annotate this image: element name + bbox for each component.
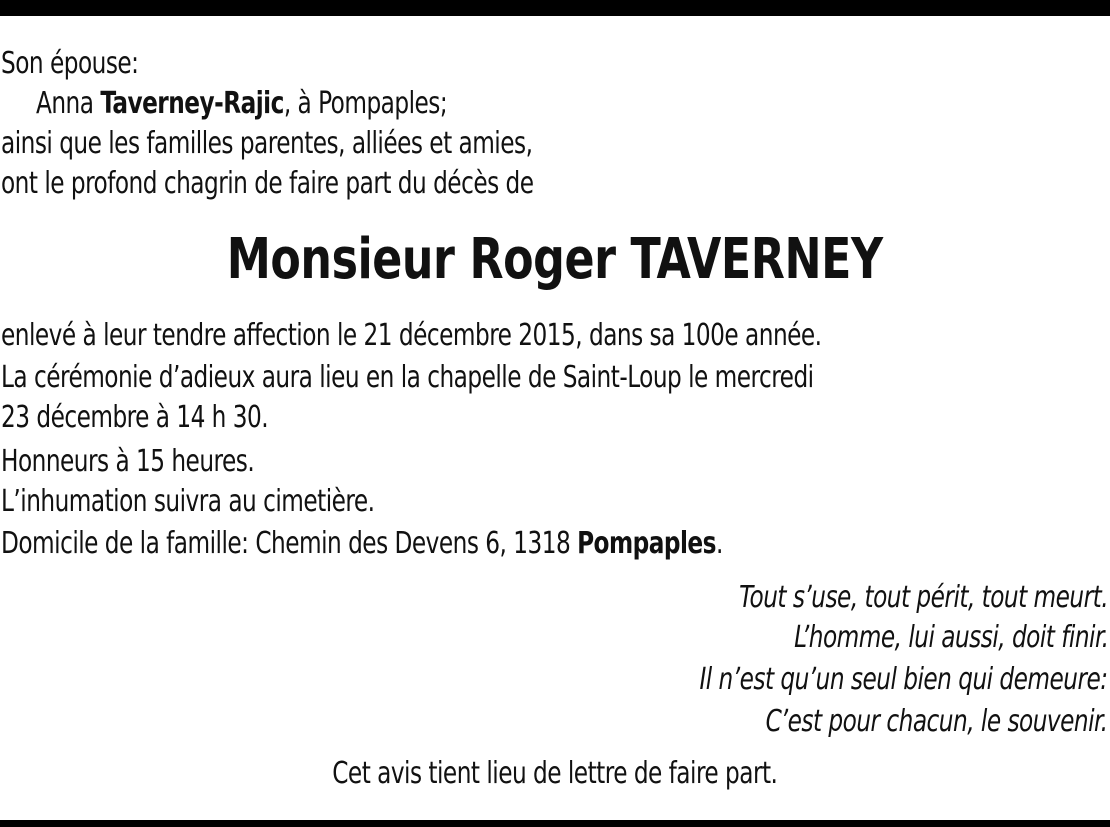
poem-line-1: Tout s’use, tout périt, tout meurt. xyxy=(738,580,1108,615)
address-text: Domicile de la famille: Chemin des Devens 6, 1318 xyxy=(1,526,578,561)
honours-line: Honneurs à 15 heures. xyxy=(1,444,255,479)
death-date-line: enlevé à leur tendre affection le 21 décembre 2015, dans sa 100e année. xyxy=(1,318,822,353)
poem-line-2: L’homme, lui aussi, doit finir. xyxy=(793,620,1108,655)
ceremony-time-line: 23 décembre à 14 h 30. xyxy=(1,400,269,435)
footer-note-text: Cet avis tient lieu de lettre de faire part. xyxy=(332,756,778,791)
deceased-name xyxy=(0,225,1110,295)
announcement-line: ont le profond chagrin de faire part du décès de xyxy=(1,166,534,201)
address-end: . xyxy=(715,526,723,561)
families-line: ainsi que les familles parentes, alliées et amies, xyxy=(1,126,533,161)
address-town: Pompaples xyxy=(577,526,716,561)
spouse-first-name: Anna xyxy=(36,86,101,121)
spouse-surname: Taverney-Rajic xyxy=(100,86,284,121)
spouse-location: , à Pompaples; xyxy=(283,86,448,121)
poem-line-3: Il n’est qu’un seul bien qui demeure: xyxy=(699,662,1108,697)
footer-note xyxy=(0,754,1110,794)
burial-line: L’inhumation suivra au cimetière. xyxy=(1,484,375,519)
spouse-heading: Son épouse: xyxy=(1,46,139,81)
ceremony-line: La cérémonie d’adieux aura lieu en la chapelle de Saint-Loup le mercredi xyxy=(1,360,814,395)
top-rule xyxy=(0,0,1110,16)
family-address-line xyxy=(1,524,723,564)
poem-line-4: C’est pour chacun, le souvenir. xyxy=(766,704,1108,739)
deceased-name-text: Monsieur Roger TAVERNEY xyxy=(227,227,883,292)
spouse-line xyxy=(36,84,447,124)
bottom-rule xyxy=(0,820,1110,827)
